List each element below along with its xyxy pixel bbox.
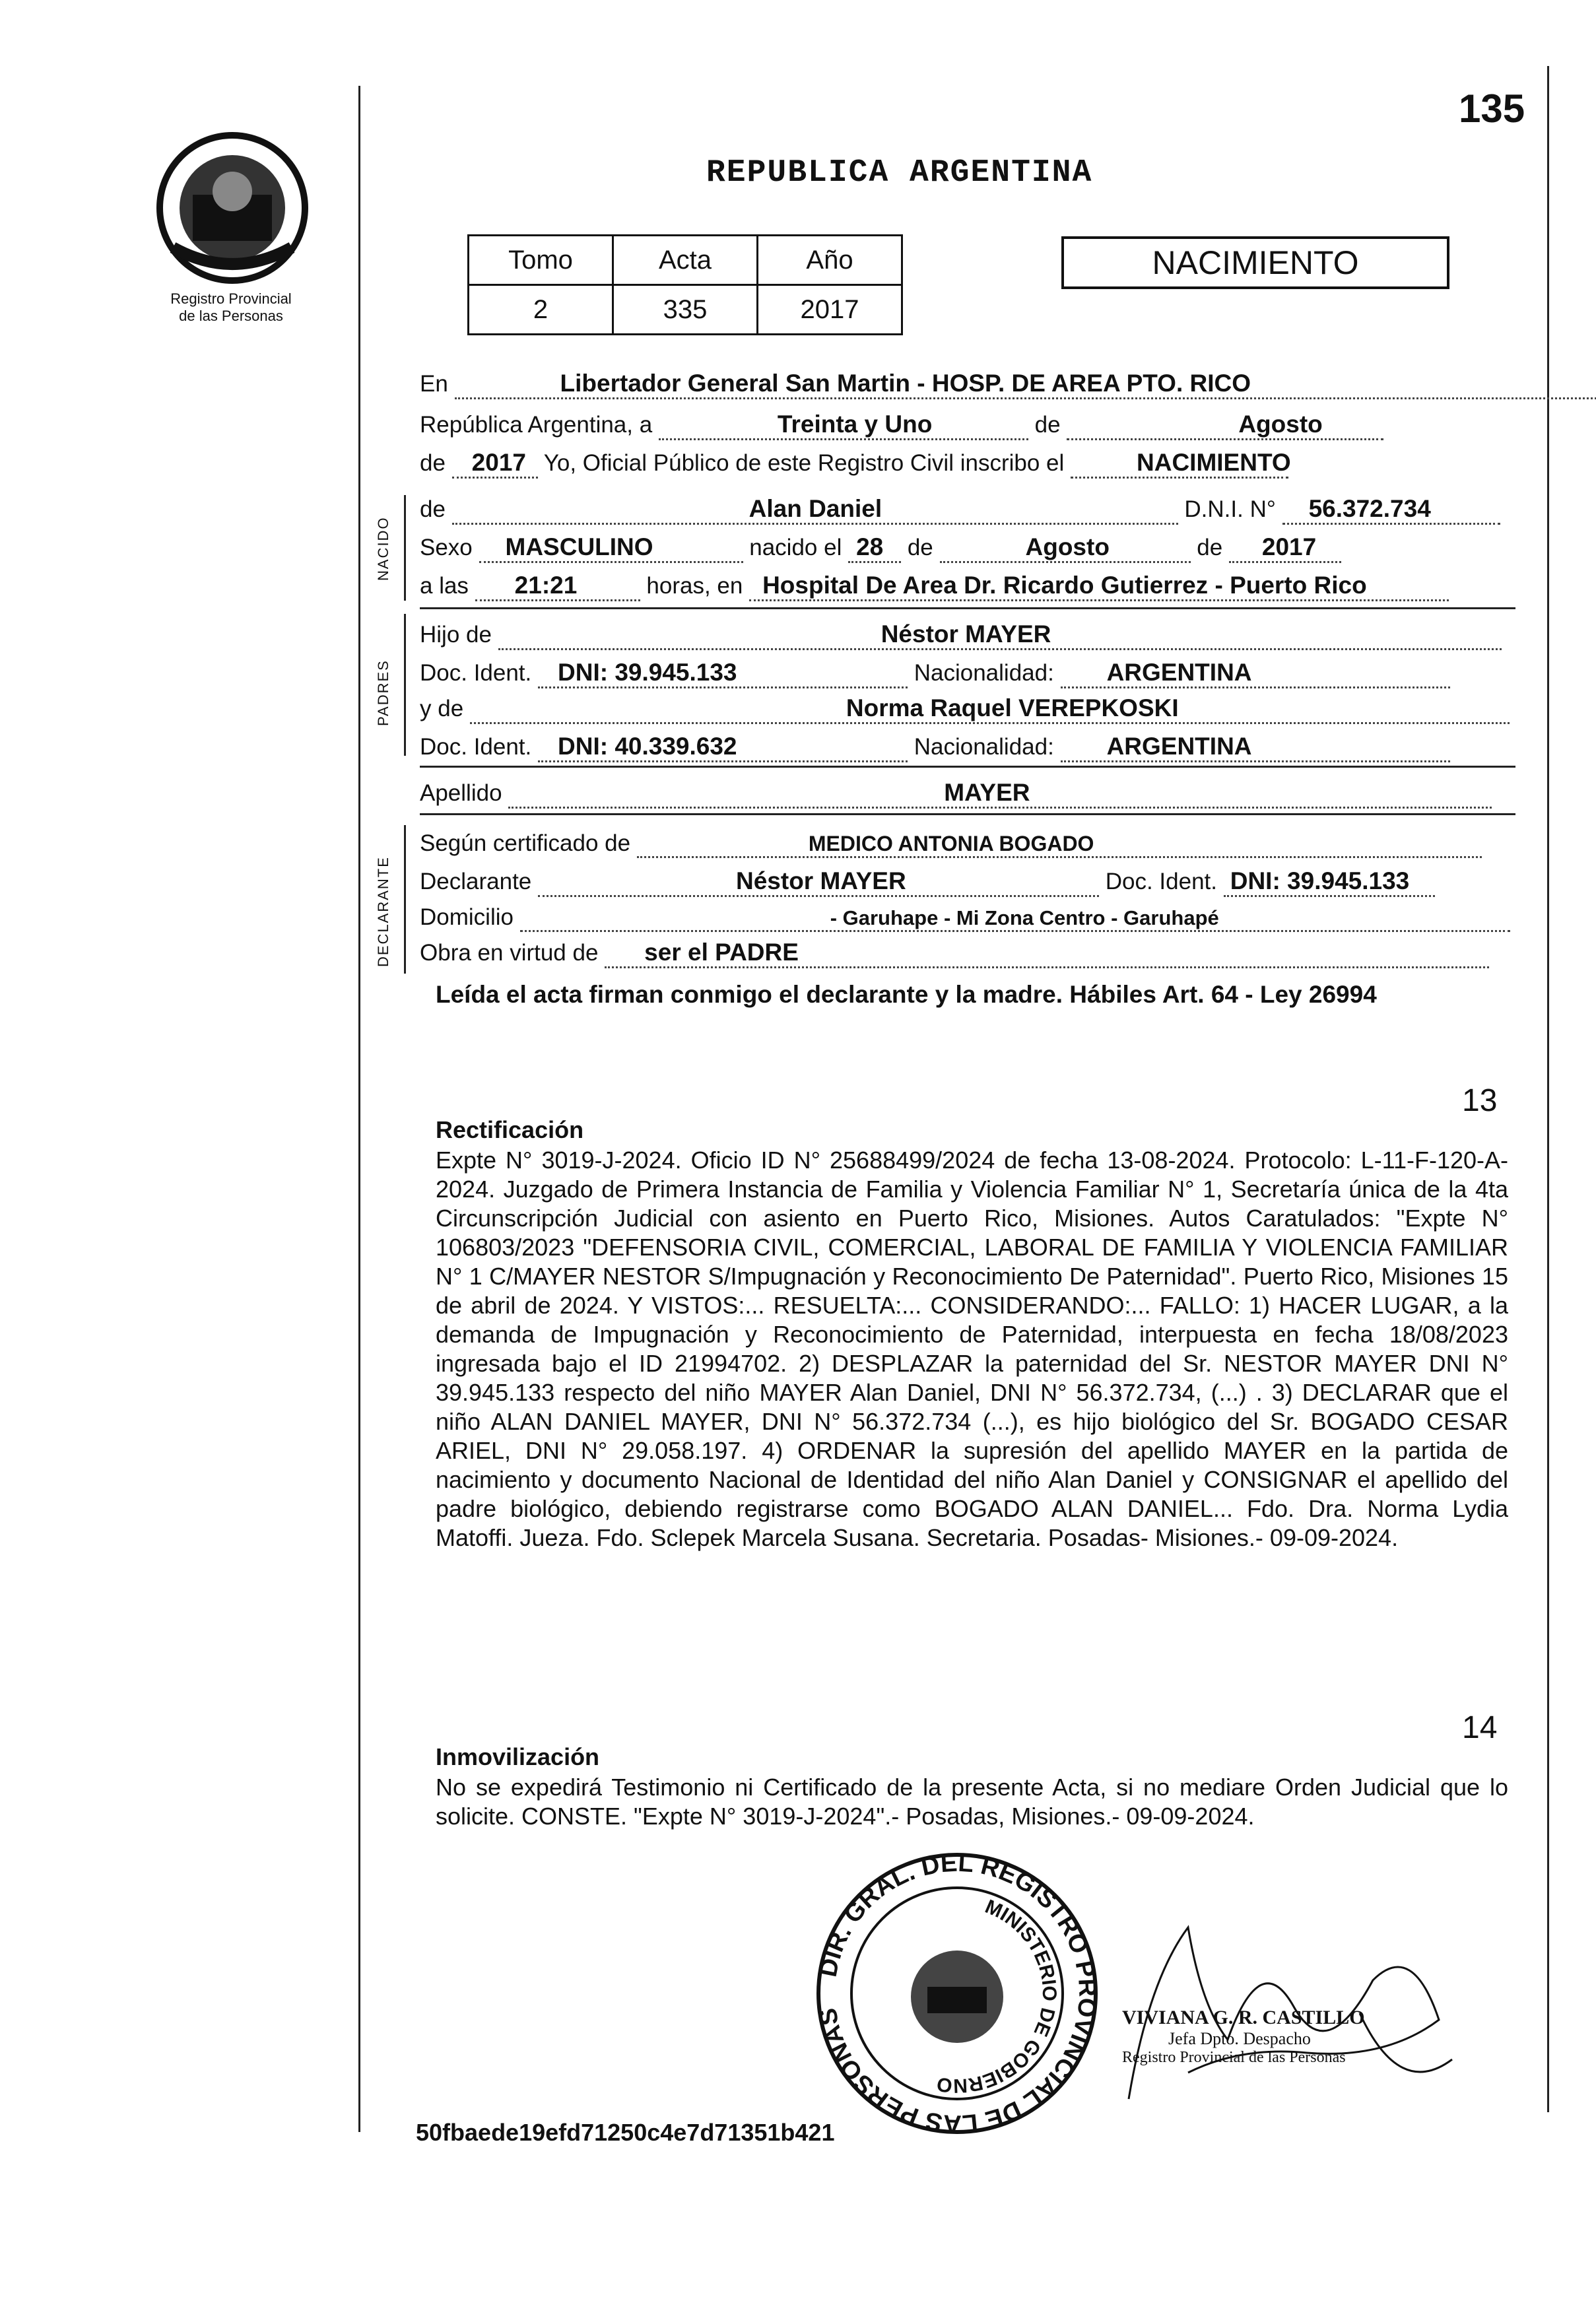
- row-apellido: [420, 779, 1515, 809]
- row-sex: [420, 533, 1515, 563]
- hijo-label: Hijo de: [420, 622, 492, 648]
- value-tomo: 2: [469, 285, 613, 335]
- doc-label-1: Doc. Ident.: [420, 660, 532, 686]
- row-father: [420, 620, 1515, 650]
- mother-nationality: ARGENTINA: [1061, 733, 1450, 762]
- father-nationality: ARGENTINA: [1061, 659, 1450, 688]
- row-name: [420, 495, 1515, 525]
- row-certificado: [420, 830, 1515, 858]
- row-time: [420, 572, 1515, 601]
- header-acta: Acta: [613, 236, 758, 285]
- page-number: 135: [1459, 86, 1525, 131]
- inmovilizacion-text: No se expedirá Testimonio ni Certificado de la presente Acta, si no mediare Orden Judicial que lo solicite. CONSTE. "Expte N° 3019-J-2024".- Posadas, Misiones.- 09-09-2024.: [436, 1774, 1508, 1830]
- sexo-label: Sexo: [420, 535, 473, 560]
- declarante-label: DECLARANTE: [375, 856, 391, 967]
- birth-place: Hospital De Area Dr. Ricardo Gutierrez - Puerto Rico: [749, 572, 1449, 601]
- divider-3: [420, 813, 1515, 815]
- de-label-5: de: [1197, 535, 1223, 560]
- signer-title: Jefa Dpto. Despacho: [1168, 2029, 1311, 2048]
- provincial-seal-icon: [153, 129, 312, 287]
- birth-year: 2017: [1229, 533, 1341, 563]
- child-dni: 56.372.734: [1282, 495, 1500, 525]
- inmovilizacion-heading: Inmovilización: [436, 1743, 600, 1770]
- declarante-doc: DNI: 39.945.133: [1224, 867, 1435, 897]
- dni-label: D.N.I. N°: [1184, 496, 1276, 522]
- rectificacion-heading: Rectificación: [436, 1116, 584, 1143]
- doc-label-3: Doc. Ident.: [1105, 869, 1217, 894]
- registry-logo: [153, 129, 312, 287]
- row-declarante: [420, 867, 1515, 897]
- row-domicilio: [420, 904, 1515, 932]
- father-name: Néstor MAYER: [498, 620, 1502, 650]
- apellido-value: MAYER: [508, 779, 1492, 809]
- rectificacion-text: Expte N° 3019-J-2024. Oficio ID N° 25688499/2024 de fecha 13-08-2024. Protocolo: L-11-F-120-A-2024. Juzgado de Primera Instancia de Familia y Violencia Familiar N° 1, Secretaría única de la 4ta Circunscripción Judicial con asiento en Puerto Rico, Misiones. Autos Caratulados: "Expte N° 106803/2023 "DEFENSORIA CIVIL, COMERCIAL, LABORAL DE FAMILIA Y VIOLENCIA FAMILIAR N° 1 C/MAYER NESTOR S/Impugnación y Reconocimiento De Paternidad". Puerto Rico, Misiones 15 de abril de 2024. Y VISTOS:... RESUELTA:... CONSIDERANDO:... FALLO: 1) HACER LUGAR, a la demanda de Impugnación y Reconocimiento de Paternidad, interpuesta en fecha 18/08/2023 ingresada bajo el ID 21994702. 2) DESPLAZAR la paternidad del Sr. NESTOR MAYER DNI N° 39.945.133 respecto del niño MAYER Alan Daniel, DNI N° 56.372.734, (...) . 3) DECLARAR que el niño ALAN DANIEL MAYER, DNI N° 56.372.734 (...), es hijo biológico del Sr. BOGADO CESAR ARIEL, DNI N° 29.058.197. 4) ORDENAR la supresión del apellido MAYER en la partida de nacimiento y documento Nacional de Identidad del niño Alan Daniel y CONSIGNAR el apellido del padre biológico, debiendo registrarse como BOGADO ALAN DANIEL... Fdo. Dra. Norma Lydia Matoffi. Jueza. Fdo. Sclepek Marcela Susana. Secretaria. Posadas- Misiones.- 09-09-2024.: [436, 1147, 1508, 1551]
- year-value: 2017: [452, 449, 538, 479]
- value-acta: 335: [613, 285, 758, 335]
- declarante-label-text: Declarante: [420, 869, 532, 894]
- obra-value: ser el PADRE: [605, 939, 1489, 968]
- mother-name: Norma Raquel VEREPKOSKI: [470, 694, 1510, 724]
- padres-bracket: [404, 614, 406, 756]
- reference-table: [467, 234, 903, 335]
- birth-time: 21:21: [475, 572, 640, 601]
- row-mother: [420, 694, 1515, 724]
- closing-note: Leída el acta firman conmigo el declarante y la madre. Hábiles Art. 64 - Ley 26994: [436, 981, 1377, 1008]
- horas-label: horas, en: [646, 573, 743, 599]
- oficial-text: Yo, Oficial Público de este Registro Civil inscribo el: [543, 450, 1065, 476]
- row-place: [420, 370, 1515, 399]
- y-de-label: y de: [420, 696, 464, 721]
- birth-day: 28: [848, 533, 901, 563]
- reference-table-header: [469, 236, 902, 285]
- certificado-value: MEDICO ANTONIA BOGADO: [637, 832, 1482, 858]
- inmovilizacion-number: 14: [1462, 1710, 1498, 1745]
- round-stamp-icon: [812, 1848, 1102, 2139]
- en-label: En: [420, 371, 448, 397]
- sexo-value: MASCULINO: [479, 533, 743, 563]
- rectificacion-number: 13: [1462, 1083, 1498, 1118]
- registry-name: [112, 290, 350, 325]
- republic-label: República Argentina, a: [420, 412, 653, 438]
- father-doc: DNI: 39.945.133: [538, 659, 908, 688]
- domicilio-label: Domicilio: [420, 904, 514, 930]
- header-tomo: Tomo: [469, 236, 613, 285]
- obra-label: Obra en virtud de: [420, 940, 599, 966]
- declarante-bracket: [404, 825, 406, 974]
- header-ano: Año: [758, 236, 902, 285]
- row-year: [420, 449, 1515, 479]
- nacionalidad-label-1: Nacionalidad:: [914, 660, 1054, 686]
- day-words: Treinta y Uno: [659, 411, 1028, 440]
- certificado-label: Según certificado de: [420, 830, 631, 856]
- nacido-bracket: [404, 495, 406, 601]
- de-label-4: de: [907, 535, 933, 560]
- row-mother-doc: [420, 733, 1515, 762]
- value-ano: 2017: [758, 285, 902, 335]
- de-label-2: de: [420, 450, 446, 476]
- row-obra: [420, 939, 1515, 968]
- reference-table-values: [469, 285, 902, 335]
- handwritten-signature: [1109, 1901, 1479, 2119]
- stamp-outer-text: DIR. GRAL. DEL REGISTRO PROVINCIAL DE LAS PERSONAS: [814, 1849, 1102, 2138]
- child-name: Alan Daniel: [452, 495, 1178, 525]
- row-date: [420, 411, 1515, 440]
- mother-doc: DNI: 40.339.632: [538, 733, 908, 762]
- month-value: Agosto: [1067, 411, 1383, 440]
- a-las-label: a las: [420, 573, 469, 599]
- document-title: REPUBLICA ARGENTINA: [706, 155, 1093, 191]
- nacido-label: NACIDO: [375, 516, 391, 581]
- padres-label: PADRES: [375, 659, 391, 726]
- document-hash: 50fbaede19efd71250c4e7d71351b421: [416, 2119, 835, 2146]
- apellido-label: Apellido: [420, 780, 502, 806]
- de-label-3: de: [420, 496, 446, 522]
- signer-registry: Registro Provincial de las Personas: [1122, 2049, 1346, 2066]
- left-margin-line: [358, 86, 360, 2132]
- inscription-type: NACIMIENTO: [1071, 449, 1288, 479]
- official-stamp: [812, 1848, 1102, 2139]
- nacido-label-text: nacido el: [749, 535, 842, 560]
- declarante-value: Néstor MAYER: [538, 867, 1099, 897]
- registry-line1: Registro Provincial: [170, 290, 292, 307]
- place-value: Libertador General San Martin - HOSP. DE AREA PTO. RICO: [455, 370, 1596, 399]
- birth-month: Agosto: [940, 533, 1191, 563]
- doc-label-2: Doc. Ident.: [420, 734, 532, 760]
- record-type-box: NACIMIENTO: [1061, 236, 1449, 289]
- row-father-doc: [420, 659, 1515, 688]
- registry-line2: de las Personas: [179, 308, 283, 324]
- stamp-inner-text: MINISTERIO DE GOBIERNO: [935, 1895, 1061, 2097]
- divider-1: [420, 607, 1515, 609]
- divider-2: [420, 766, 1515, 768]
- nacionalidad-label-2: Nacionalidad:: [914, 734, 1054, 760]
- domicilio-value: - Garuhape - Mi Zona Centro - Garuhapé: [520, 906, 1510, 932]
- de-label-1: de: [1034, 412, 1061, 438]
- signer-name: VIVIANA G. R. CASTILLO: [1122, 2007, 1365, 2028]
